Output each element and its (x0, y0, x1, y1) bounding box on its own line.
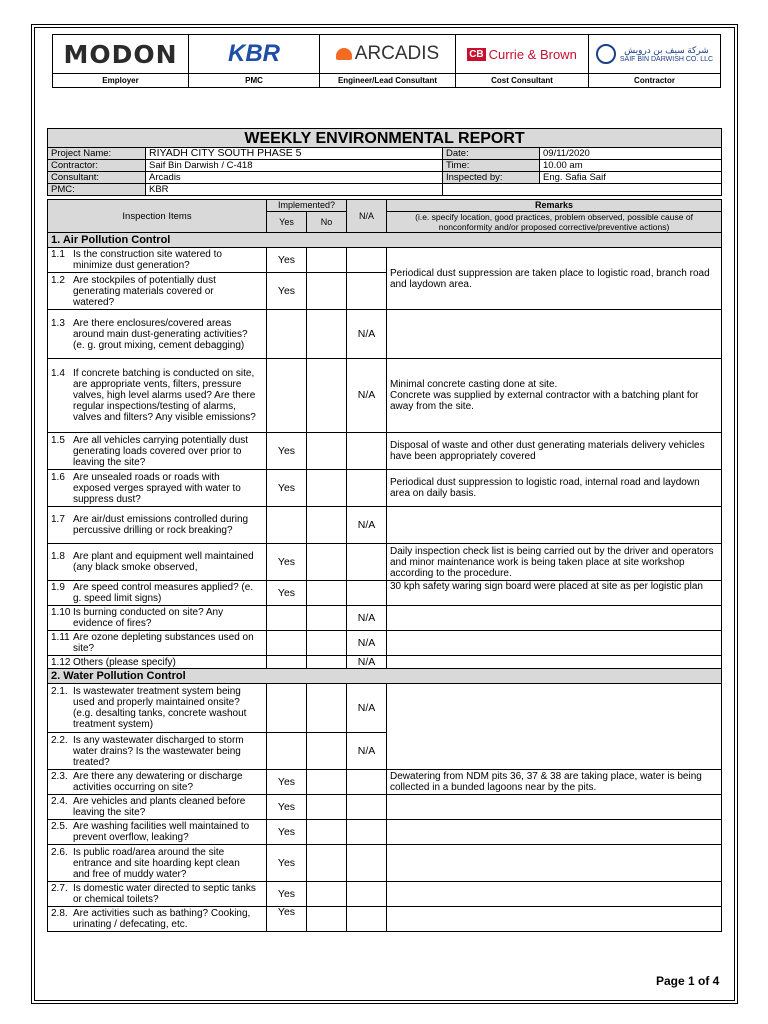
kbr-logo: KBR (189, 35, 320, 74)
time-label: Time: (443, 160, 540, 172)
col-na: N/A (347, 200, 387, 233)
table-row: 1.7 Are air/dust emissions controlled during percussive drilling or rock breaking? N/A (48, 507, 722, 544)
role-employer: Employer (53, 74, 189, 88)
remark-daily-inspection: Daily inspection check list is being carried out by the driver and operators and minor maintenance work is being taken place at site workshop according to the procedure. (387, 544, 722, 581)
table-row: 1.3 Are there enclosures/covered areas around main dust-generating activities? (e. g. grout mixing, cement debagging) N/A (48, 310, 722, 359)
col-inspection-items: Inspection Items (48, 200, 267, 233)
table-row: 2.1. Is wastewater treatment system being used and properly maintained onsite? (e.g. desalting tanks, concrete washout treatment system) N/A (48, 684, 722, 733)
table-row: 1.9Are speed control measures applied? (e. g. speed limit signs) Yes 30 kph safety waring sign board were placed at site as per logistic plan (48, 581, 722, 606)
table-row: 1.8 Are plant and equipment well maintained (any black smoke observed, Yes Daily inspection check list is being carried out by the driver and operators and minor maintenance work is being taken place at site workshop according to the procedure. (48, 544, 722, 581)
saif-bin-darwish-logo: شركة سيف بن درويش SAIF BIN DARWISH CO. LLC (589, 35, 721, 74)
role-contractor: Contractor (589, 74, 721, 88)
currie-brown-logo: CB Currie & Brown (456, 35, 589, 74)
table-row: 1.4 If concrete batching is conducted on site, are appropriate vents, filters, pressure valves, high level alarms used? Are there regular inspections/testing of alarms, valves and filters? Any visible emissions? N/A Minimal concrete casting done at site. Concrete was supplied by external contractor with a batching plant for away from the site. (48, 359, 722, 433)
table-row: 2.3. Are there any dewatering or discharge activities occurring on site? Yes Dewatering from NDM pits 36, 37 & 38 are taking place, water is being collected in a bunded lagoons near by the pits. (48, 770, 722, 795)
remark-speed-signs: 30 kph safety waring sign board were placed at site as per logistic plan (387, 581, 722, 606)
table-row: 2.7. Is domestic water directed to septic tanks or chemical toilets? Yes (48, 882, 722, 907)
modon-logo: MODON (53, 35, 189, 74)
table-row: 1.6 Are unsealed roads or roads with exposed verges sprayed with water to suppress dust? Yes Periodical dust suppression to logistic road, internal road and laydown area on daily basis. (48, 470, 722, 507)
pmc-value: KBR (146, 184, 443, 196)
contractor-label: Contractor: (48, 160, 146, 172)
col-remarks: Remarks (387, 200, 722, 212)
remark-waste-disposal: Disposal of waste and other dust generating materials delivery vehicles have been appropriately covered (387, 433, 722, 470)
consultant-label: Consultant: (48, 172, 146, 184)
report-title: WEEKLY ENVIRONMENTAL REPORT (48, 129, 722, 148)
date-value: 09/11/2020 (540, 148, 722, 160)
sbd-mark-icon (596, 44, 616, 64)
date-label: Date: (443, 148, 540, 160)
col-implemented: Implemented? (267, 200, 347, 212)
project-value: RIYADH CITY SOUTH PHASE 5 (146, 148, 443, 160)
table-row: 1.2 Are stockpiles of potentially dust generating materials covered or watered? Yes (48, 273, 722, 310)
time-value: 10.00 am (540, 160, 722, 172)
page-number: Page 1 of 4 (656, 974, 720, 988)
remark-road-suppression: Periodical dust suppression to logistic road, internal road and laydown area on daily basis. (387, 470, 722, 507)
section-water-pollution: 2. Water Pollution Control (48, 669, 722, 684)
project-label: Project Name: (48, 148, 146, 160)
role-pmc: PMC (189, 74, 320, 88)
remark-dewatering: Dewatering from NDM pits 36, 37 & 38 are taking place, water is being collected in a bunded lagoons near by the pits. (387, 770, 722, 795)
arcadis-logo: ARCADIS (320, 35, 456, 74)
table-row: 2.5. Are washing facilities well maintained to prevent overflow, leaking? Yes (48, 820, 722, 845)
arcadis-mark-icon (336, 48, 352, 60)
consultant-value: Arcadis (146, 172, 443, 184)
table-row: 1.1 Is the construction site watered to minimize dust generation? Yes Periodical dust suppression are taken place to logistic road, branch road and laydown area. (48, 248, 722, 273)
role-engineer: Engineer/Lead Consultant (320, 74, 456, 88)
remark-dust-suppression: Periodical dust suppression are taken place to logistic road, branch road and laydown area. (387, 248, 722, 310)
environmental-report-table (47, 128, 722, 932)
table-row: 2.2. Is any wastewater discharged to storm water drains? Is the wastewater being treated? N/A (48, 733, 722, 770)
table-row: 2.8. Are activities such as bathing? Cooking, urinating / defecating, etc. Yes (48, 907, 722, 932)
table-row: 1.10 Is burning conducted on site? Any evidence of fires? N/A (48, 606, 722, 631)
cb-mark-icon: CB (469, 48, 484, 60)
table-row: 1.11 Are ozone depleting substances used on site? N/A (48, 631, 722, 656)
col-no: No (307, 212, 347, 233)
pmc-label: PMC: (48, 184, 146, 196)
contractor-value: Saif Bin Darwish / C-418 (146, 160, 443, 172)
section-air-pollution: 1. Air Pollution Control (48, 233, 722, 248)
inspected-label: Inspected by: (443, 172, 540, 184)
table-row: 1.5 Are all vehicles carrying potentially dust generating loads covered over prior to leaving the site? Yes Disposal of waste and other dust generating materials delivery vehicles have been appropriately covered (48, 433, 722, 470)
col-yes: Yes (267, 212, 307, 233)
inspected-value: Eng. Safia Saif (540, 172, 722, 184)
table-row: 2.4. Are vehicles and plants cleaned before leaving the site? Yes (48, 795, 722, 820)
col-remarks-hint: (i.e. specify location, good practices, problem observed, possible cause of nonconformity and/or proposed corrective/preventive actions) (387, 212, 722, 233)
table-row: 2.6. Is public road/area around the site entrance and site hoarding kept clean and free of muddy water? Yes (48, 845, 722, 882)
stakeholder-logos (52, 34, 721, 88)
role-cost-consultant: Cost Consultant (456, 74, 589, 88)
table-row: 1.12 Others (please specify) N/A (48, 656, 722, 669)
remark-concrete: Minimal concrete casting done at site. Concrete was supplied by external contractor with a batching plant for away from the site. (387, 359, 722, 433)
